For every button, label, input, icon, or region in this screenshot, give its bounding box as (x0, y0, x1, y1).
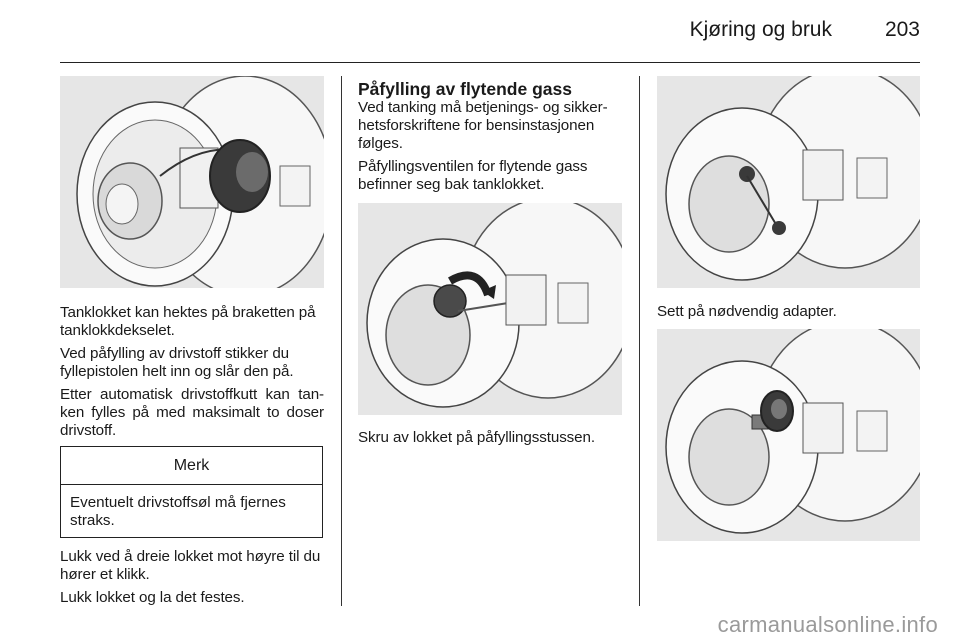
page-number: 203 (884, 18, 920, 41)
paragraph: Ved påfylling av drivstoff stikker du fyllepistolen helt inn og slår den på. (60, 345, 294, 380)
adapter-illustration (657, 329, 920, 541)
section-heading: Påfylling av flytende gass (358, 79, 572, 99)
figure-caption: Skru av lokket på påfyllingsstussen. (358, 429, 595, 446)
column-divider (341, 76, 342, 606)
text-block (657, 303, 920, 321)
text-block (60, 548, 324, 607)
column-divider (639, 76, 640, 606)
paragraph: Lukk lokket og la det festes. (60, 589, 245, 606)
paragraph: Ved tanking må betjenings- og sikker- hetsforskriftene for bensinstasjonen følges. (358, 99, 608, 152)
note-title: Merk (61, 447, 322, 485)
figure-caption: Sett på nødvendig adapter. (657, 303, 837, 320)
text-block (60, 304, 324, 440)
lpg-valve-illustration (358, 203, 622, 415)
text-block (358, 429, 622, 447)
note-body: Eventuelt drivstoffsøl må fjernes straks. (70, 494, 286, 529)
paragraph: Påfyllingsventilen for flytende gass befinner seg bak tanklokket. (358, 158, 588, 193)
paragraph: Tanklokket kan hektes på braketten på tanklokkdekselet. (60, 304, 316, 339)
watermark: carmanualsonline.info (717, 612, 938, 637)
paragraph: Lukk ved å dreie lokket mot høyre til du hører et klikk. (60, 548, 321, 583)
note-box (60, 446, 323, 538)
fuel-cap-illustration (60, 76, 324, 288)
section-title: Kjøring og bruk (689, 18, 832, 41)
text-block (358, 79, 622, 194)
paragraph: Etter automatisk drivstoffkutt kan tan- ken fylles på med maksimalt to doser drivstoff. (60, 386, 324, 439)
page-header (60, 0, 920, 63)
lpg-filler-illustration (657, 76, 920, 288)
